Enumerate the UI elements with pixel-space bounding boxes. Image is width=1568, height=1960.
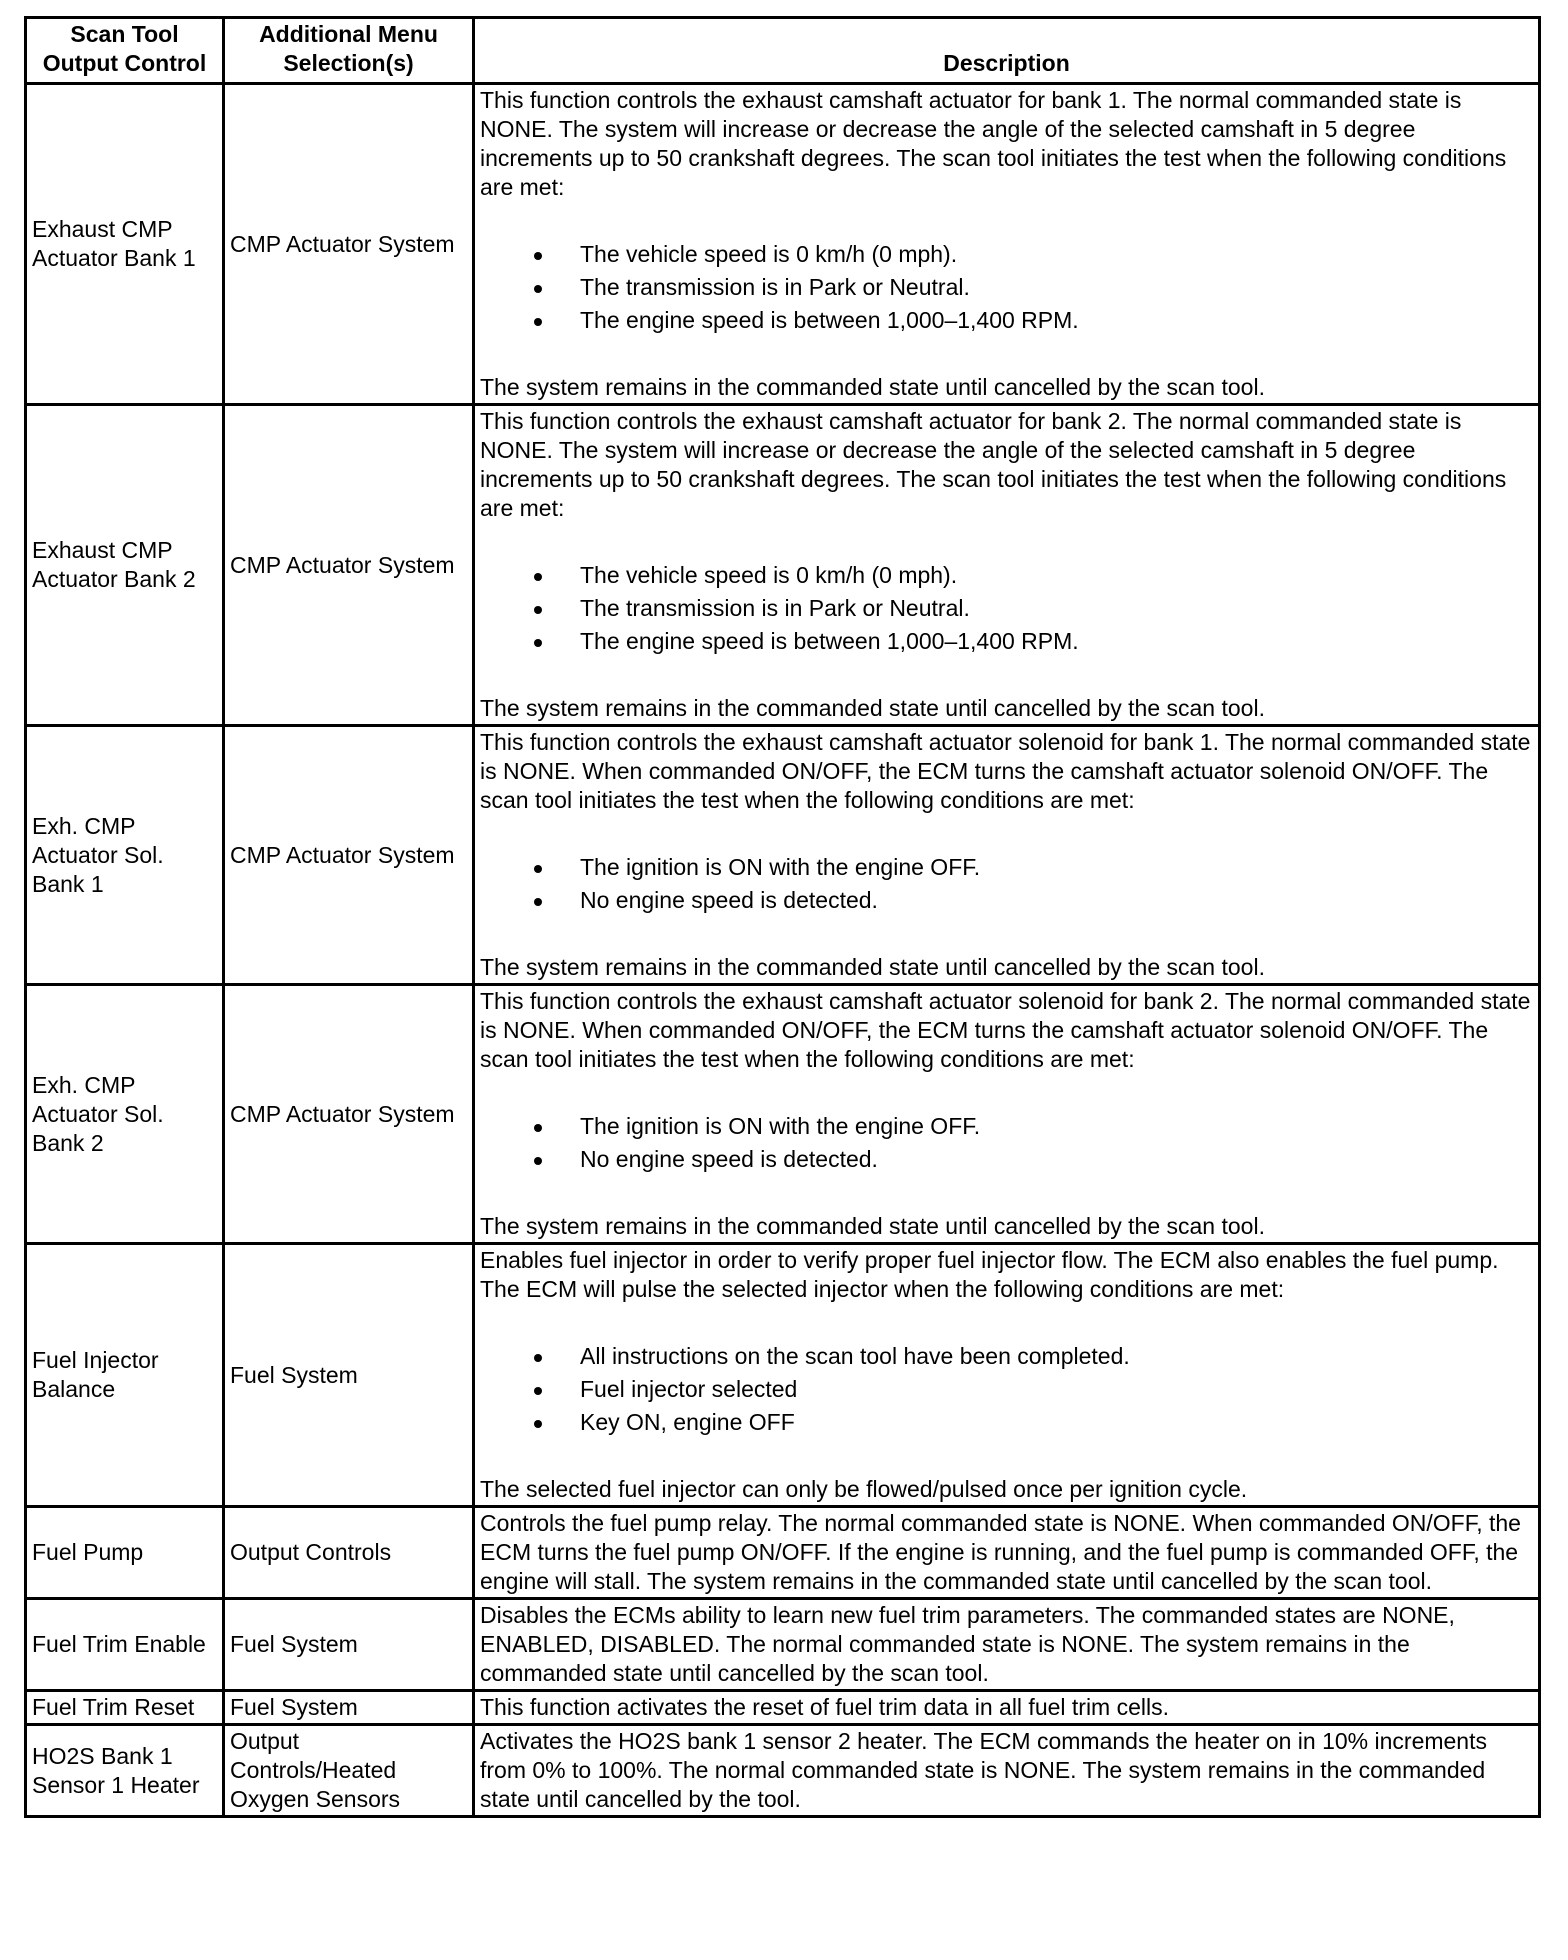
header-scan-tool-output-control: Scan Tool Output Control bbox=[26, 18, 224, 84]
menu-selection-cell: CMP Actuator System bbox=[224, 405, 474, 726]
menu-selection-cell: Fuel System bbox=[224, 1691, 474, 1725]
condition-item: The ignition is ON with the engine OFF. bbox=[580, 1112, 1533, 1141]
condition-item: The vehicle speed is 0 km/h (0 mph). bbox=[580, 240, 1533, 269]
description-intro: Controls the fuel pump relay. The normal commanded state is NONE. When commanded ON/OFF, the ECM turns the fuel pump ON/OFF. If the engine is running, and the fuel pump is commanded OFF, the engine will stall. The system remains in the commanded state until cancelled by the scan tool. bbox=[480, 1510, 1521, 1594]
table-row bbox=[26, 84, 1540, 405]
description-cell bbox=[474, 1691, 1540, 1725]
table-row bbox=[26, 985, 1540, 1244]
description-tail: The system remains in the commanded state until cancelled by the scan tool. bbox=[480, 374, 1265, 400]
description-intro: This function controls the exhaust camshaft actuator solenoid for bank 1. The normal commanded state is NONE. When commanded ON/OFF, the ECM turns the camshaft actuator solenoid ON/OFF. The scan tool initiates the test when the following conditions are met: bbox=[480, 729, 1531, 813]
conditions-list bbox=[480, 240, 1533, 335]
menu-selection-cell: CMP Actuator System bbox=[224, 84, 474, 405]
description-tail: The system remains in the commanded state until cancelled by the scan tool. bbox=[480, 695, 1265, 721]
conditions-list bbox=[480, 561, 1533, 656]
output-control-table bbox=[24, 16, 1541, 1818]
description-cell bbox=[474, 1244, 1540, 1507]
description-cell bbox=[474, 726, 1540, 985]
description-intro: Enables fuel injector in order to verify proper fuel injector flow. The ECM also enables the fuel pump. The ECM will pulse the selected injector when the following conditions are met: bbox=[480, 1247, 1499, 1302]
control-name-cell: HO2S Bank 1 Sensor 1 Heater bbox=[26, 1725, 224, 1817]
header-row bbox=[26, 18, 1540, 84]
control-name-cell: Fuel Pump bbox=[26, 1507, 224, 1599]
menu-selection-cell: Fuel System bbox=[224, 1599, 474, 1691]
condition-item: The transmission is in Park or Neutral. bbox=[580, 594, 1533, 623]
description-cell bbox=[474, 84, 1540, 405]
conditions-list bbox=[480, 1112, 1533, 1174]
description-tail: The selected fuel injector can only be flowed/pulsed once per ignition cycle. bbox=[480, 1476, 1248, 1502]
menu-selection-cell: Fuel System bbox=[224, 1244, 474, 1507]
control-name-cell: Exhaust CMP Actuator Bank 1 bbox=[26, 84, 224, 405]
condition-item: The engine speed is between 1,000–1,400 RPM. bbox=[580, 306, 1533, 335]
description-intro: Activates the HO2S bank 1 sensor 2 heater. The ECM commands the heater on in 10% increments from 0% to 100%. The normal commanded state is NONE. The system remains in the commanded state until cancelled by the tool. bbox=[480, 1728, 1487, 1812]
description-tail: The system remains in the commanded state until cancelled by the scan tool. bbox=[480, 1213, 1265, 1239]
conditions-list bbox=[480, 1342, 1533, 1437]
control-name-cell: Exh. CMP Actuator Sol. Bank 1 bbox=[26, 726, 224, 985]
header-additional-menu-selections: Additional Menu Selection(s) bbox=[224, 18, 474, 84]
description-cell bbox=[474, 405, 1540, 726]
description-cell bbox=[474, 1725, 1540, 1817]
description-cell bbox=[474, 1507, 1540, 1599]
control-name-cell: Fuel Trim Enable bbox=[26, 1599, 224, 1691]
conditions-list bbox=[480, 853, 1533, 915]
control-name-cell: Exh. CMP Actuator Sol. Bank 2 bbox=[26, 985, 224, 1244]
condition-item: No engine speed is detected. bbox=[580, 1145, 1533, 1174]
table-row bbox=[26, 1691, 1540, 1725]
control-name-cell: Fuel Trim Reset bbox=[26, 1691, 224, 1725]
condition-item: Key ON, engine OFF bbox=[580, 1408, 1533, 1437]
table-row bbox=[26, 405, 1540, 726]
description-cell bbox=[474, 1599, 1540, 1691]
menu-selection-cell: CMP Actuator System bbox=[224, 726, 474, 985]
description-intro: This function controls the exhaust camshaft actuator for bank 2. The normal commanded state is NONE. The system will increase or decrease the angle of the selected camshaft in 5 degree increments up to 50 crankshaft degrees. The scan tool initiates the test when the following conditions are met: bbox=[480, 408, 1507, 521]
menu-selection-cell: Output Controls bbox=[224, 1507, 474, 1599]
control-name-cell: Fuel Injector Balance bbox=[26, 1244, 224, 1507]
table-row bbox=[26, 1244, 1540, 1507]
menu-selection-cell: Output Controls/Heated Oxygen Sensors bbox=[224, 1725, 474, 1817]
condition-item: The ignition is ON with the engine OFF. bbox=[580, 853, 1533, 882]
table-row bbox=[26, 1725, 1540, 1817]
description-intro: This function activates the reset of fuel trim data in all fuel trim cells. bbox=[480, 1694, 1170, 1720]
description-intro: This function controls the exhaust camshaft actuator for bank 1. The normal commanded state is NONE. The system will increase or decrease the angle of the selected camshaft in 5 degree increments up to 50 crankshaft degrees. The scan tool initiates the test when the following conditions are met: bbox=[480, 87, 1507, 200]
condition-item: The transmission is in Park or Neutral. bbox=[580, 273, 1533, 302]
condition-item: The vehicle speed is 0 km/h (0 mph). bbox=[580, 561, 1533, 590]
description-intro: This function controls the exhaust camshaft actuator solenoid for bank 2. The normal commanded state is NONE. When commanded ON/OFF, the ECM turns the camshaft actuator solenoid ON/OFF. The scan tool initiates the test when the following conditions are met: bbox=[480, 988, 1531, 1072]
condition-item: Fuel injector selected bbox=[580, 1375, 1533, 1404]
table-row bbox=[26, 726, 1540, 985]
header-description: Description bbox=[474, 18, 1540, 84]
condition-item: All instructions on the scan tool have been completed. bbox=[580, 1342, 1533, 1371]
condition-item: The engine speed is between 1,000–1,400 RPM. bbox=[580, 627, 1533, 656]
description-cell bbox=[474, 985, 1540, 1244]
table-row bbox=[26, 1507, 1540, 1599]
condition-item: No engine speed is detected. bbox=[580, 886, 1533, 915]
control-name-cell: Exhaust CMP Actuator Bank 2 bbox=[26, 405, 224, 726]
description-tail: The system remains in the commanded state until cancelled by the scan tool. bbox=[480, 954, 1265, 980]
description-intro: Disables the ECMs ability to learn new fuel trim parameters. The commanded states are NONE, ENABLED, DISABLED. The normal commanded state is NONE. The system remains in the commanded state until cancelled by the scan tool. bbox=[480, 1602, 1455, 1686]
table-row bbox=[26, 1599, 1540, 1691]
menu-selection-cell: CMP Actuator System bbox=[224, 985, 474, 1244]
